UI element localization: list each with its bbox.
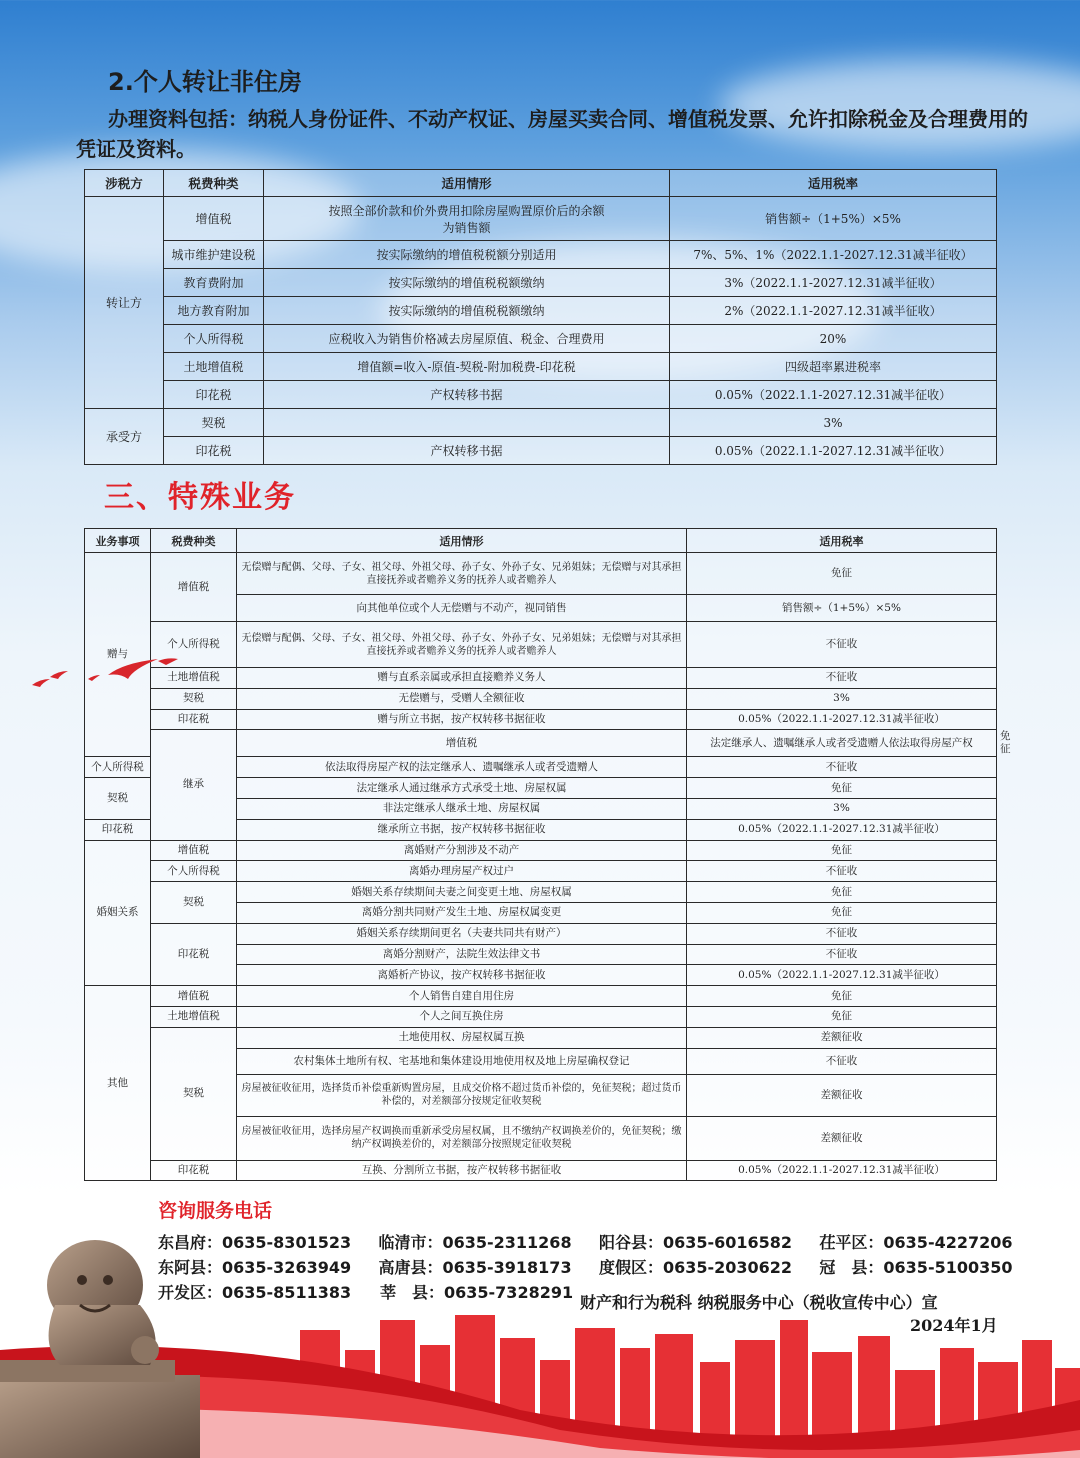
contact-phone: 东阿县：0635-3263949 <box>158 1258 352 1277</box>
rate-cell: 免征 <box>687 553 997 595</box>
transfer-tax-table <box>84 169 997 465</box>
publish-date: 2024年1月 <box>910 1316 998 1335</box>
case-cell: 无偿赠与配偶、父母、子女、祖父母、外祖父母、孙子女、外孙子女、兄弟姐妹；无偿赠与对其承担直接抚养或者赡养义务的抚养人或者赡养人 <box>237 553 687 595</box>
rate-cell: 免征 <box>687 882 997 903</box>
case-cell: 继承所立书据，按产权转移书据征收 <box>237 819 687 840</box>
table-row <box>85 353 997 381</box>
case-cell <box>264 197 670 241</box>
tax-type-cell: 增值税 <box>151 986 237 1007</box>
case-cell: 婚姻关系存续期间夫妻之间变更土地、房屋权属 <box>237 882 687 903</box>
contact-phone: 开发区：0635-8511383 <box>158 1283 352 1302</box>
table-row <box>85 553 997 595</box>
tax-type-cell: 印花税 <box>85 819 151 840</box>
tax-type-cell: 印花税 <box>151 709 237 730</box>
header-cell: 适用税率 <box>670 170 997 197</box>
case-cell: 产权转移书据 <box>264 381 670 409</box>
case-cell: 赠与直系亲属或承担直接赡养义务人 <box>237 668 687 689</box>
case-cell: 离婚办理房屋产权过户 <box>237 861 687 882</box>
contact-title: 咨询服务电话 <box>158 1200 273 1222</box>
contact-phone: 阳谷县：0635-6016582 <box>598 1233 793 1252</box>
flying-birds-icon <box>28 655 188 695</box>
rate-cell: 0.05%（2022.1.1-2027.12.31减半征收） <box>687 965 997 986</box>
business-cell: 赠与 <box>85 553 151 757</box>
case-cell: 按实际缴纳的增值税税额缴纳 <box>264 297 670 325</box>
tax-type-cell: 印花税 <box>164 437 264 465</box>
case-cell: 依法取得房屋产权的法定继承人、遗嘱继承人或者受遗赠人 <box>237 757 687 778</box>
rate-cell: 免征 <box>687 840 997 861</box>
tax-type-cell: 增值税 <box>237 730 687 757</box>
case-cell <box>264 409 670 437</box>
section-title-special: 三、特殊业务 <box>104 480 296 515</box>
rate-cell: 不征收 <box>687 923 997 944</box>
rate-cell: 销售额÷（1+5%）×5% <box>687 595 997 622</box>
header-cell: 适用情形 <box>264 170 670 197</box>
rate-cell: 免征 <box>687 1006 997 1027</box>
table-row <box>85 1160 997 1181</box>
tax-type-cell: 个人所得税 <box>164 325 264 353</box>
rate-cell: 2%（2022.1.1-2027.12.31减半征收） <box>670 297 997 325</box>
tax-type-cell: 地方教育附加 <box>164 297 264 325</box>
case-cell: 房屋被征收征用，选择房屋产权调换而重新承受房屋权属，且不缴纳产权调换差价的，免征契税；缴纳产权调换差价的，对差额部分按照规定征收契税 <box>237 1116 687 1160</box>
case-cell: 婚姻关系存续期间更名（夫妻共同共有财产） <box>237 923 687 944</box>
table-row <box>85 325 997 353</box>
contact-phone: 高唐县：0635-3918173 <box>378 1258 572 1277</box>
table-row <box>85 409 997 437</box>
contact-phone: 莘 县：0635-7328291 <box>380 1283 574 1302</box>
table-row <box>85 688 997 709</box>
rate-cell: 3%（2022.1.1-2027.12.31减半征收） <box>670 269 997 297</box>
case-cell: 个人销售自建自用住房 <box>237 986 687 1007</box>
party-cell: 承受方 <box>85 409 164 465</box>
tax-type-cell: 印花税 <box>164 381 264 409</box>
contact-row <box>158 1230 1018 1255</box>
business-cell: 其他 <box>85 986 151 1181</box>
header-cell: 适用情形 <box>237 529 687 553</box>
case-cell: 土地使用权、房屋权属互换 <box>237 1027 687 1048</box>
business-cell: 继承 <box>151 730 237 840</box>
tax-type-cell: 城市维护建设税 <box>164 241 264 269</box>
case-cell: 农村集体土地所有权、宅基地和集体建设用地使用权及地上房屋确权登记 <box>237 1048 687 1074</box>
case-cell: 非法定继承人继承土地、房屋权属 <box>237 798 687 819</box>
table-row <box>85 840 997 861</box>
tax-type-cell: 契税 <box>151 882 237 924</box>
rate-cell: 不征收 <box>687 861 997 882</box>
rate-cell: 免征 <box>687 778 997 799</box>
case-cell: 产权转移书据 <box>264 437 670 465</box>
case-cell: 按实际缴纳的增值税税额分别适用 <box>264 241 670 269</box>
rate-cell: 0.05%（2022.1.1-2027.12.31减半征收） <box>687 1160 997 1181</box>
special-business-table <box>84 528 1011 1181</box>
table-row <box>85 986 997 1007</box>
contact-phone: 冠 县：0635-5100350 <box>819 1258 1013 1277</box>
table-row <box>85 269 997 297</box>
tax-type-cell: 契税 <box>151 688 237 709</box>
rate-cell: 7%、5%、1%（2022.1.1-2027.12.31减半征收） <box>670 241 997 269</box>
table-header-row <box>85 170 997 197</box>
case-cell: 应税收入为销售价格减去房屋原值、税金、合理费用 <box>264 325 670 353</box>
tax-type-cell: 增值税 <box>151 553 237 622</box>
table-row <box>85 861 997 882</box>
case-cell: 法定继承人通过继承方式承受土地、房屋权属 <box>237 778 687 799</box>
table-row: 继承 增值税 法定继承人、遗嘱继承人或者受遗赠人依法取得房屋产权 免征 <box>85 730 997 757</box>
business-cell: 婚姻关系 <box>85 840 151 986</box>
table-row <box>85 297 997 325</box>
header-cell: 税费种类 <box>164 170 264 197</box>
case-cell: 增值额=收入-原值-契税-附加税费-印花税 <box>264 353 670 381</box>
contact-phone: 临清市：0635-2311268 <box>378 1233 572 1252</box>
table-row <box>85 709 997 730</box>
rate-cell: 0.05%（2022.1.1-2027.12.31减半征收） <box>687 819 997 840</box>
case-cell: 互换、分割所立书据，按产权转移书据征收 <box>237 1160 687 1181</box>
rate-cell: 销售额÷（1+5%）×5% <box>670 197 997 241</box>
tax-type-cell: 印花税 <box>151 1160 237 1181</box>
case-cell: 离婚财产分割涉及不动产 <box>237 840 687 861</box>
table-row <box>85 882 997 903</box>
contact-phone: 茌平区：0635-4227206 <box>819 1233 1013 1252</box>
tax-type-cell: 增值税 <box>164 197 264 241</box>
rate-cell: 0.05%（2022.1.1-2027.12.31减半征收） <box>687 709 997 730</box>
rate-cell: 免征 <box>687 902 997 923</box>
case-cell: 法定继承人、遗嘱继承人或者受遗赠人依法取得房屋产权 <box>687 730 997 757</box>
rate-cell: 20% <box>670 325 997 353</box>
case-text: 按照全部价款和价外费用扣除房屋购置原价后的余额为销售额 <box>328 203 605 235</box>
contact-phone: 度假区：0635-2030622 <box>598 1258 793 1277</box>
case-cell: 无偿赠与，受赠人全额征收 <box>237 688 687 709</box>
rate-cell: 3% <box>687 798 997 819</box>
header-cell: 税费种类 <box>151 529 237 553</box>
case-cell: 向其他单位或个人无偿赠与不动产，视同销售 <box>237 595 687 622</box>
tax-type-cell: 教育费附加 <box>164 269 264 297</box>
tax-type-cell: 契税 <box>85 778 151 820</box>
rate-cell: 不征收 <box>687 757 997 778</box>
table-header-row <box>85 529 997 553</box>
contact-row <box>158 1255 1018 1280</box>
tax-type-cell: 个人所得税 <box>85 757 151 778</box>
case-cell: 房屋被征收征用，选择货币补偿重新购置房屋，且成交价格不超过货币补偿的，免征契税；超过货币补偿的，对差额部分按规定征收契税 <box>237 1074 687 1116</box>
tax-type-cell: 土地增值税 <box>164 353 264 381</box>
rate-cell: 不征收 <box>687 1048 997 1074</box>
tax-type-cell: 印花税 <box>151 923 237 985</box>
case-cell: 按实际缴纳的增值税税额缴纳 <box>264 269 670 297</box>
tax-type-cell: 契税 <box>164 409 264 437</box>
section-intro <box>76 104 1036 164</box>
table-row <box>85 197 997 241</box>
table-row <box>85 668 997 689</box>
rate-cell: 0.05%（2022.1.1-2027.12.31减半征收） <box>670 381 997 409</box>
case-cell: 离婚析产协议，按产权转移书据征收 <box>237 965 687 986</box>
party-cell: 转让方 <box>85 197 164 409</box>
rate-cell: 免征 <box>687 986 997 1007</box>
rate-cell: 不征收 <box>687 944 997 965</box>
tax-type-cell: 契税 <box>151 1027 237 1160</box>
table-row <box>85 241 997 269</box>
rate-cell: 3% <box>670 409 997 437</box>
tax-type-cell: 土地增值税 <box>151 668 237 689</box>
case-cell: 个人之间互换住房 <box>237 1006 687 1027</box>
table-row <box>85 622 997 668</box>
rate-cell: 不征收 <box>687 622 997 668</box>
table-row <box>85 1027 997 1048</box>
table-row <box>85 381 997 409</box>
case-cell: 赠与所立书据，按产权转移书据征收 <box>237 709 687 730</box>
intro-text: 办理资料包括：纳税人身份证件、不动产权证、房屋买卖合同、增值税发票、允许扣除税金及合理费用的凭证及资料。 <box>76 107 1028 161</box>
table-row <box>85 1006 997 1027</box>
section-title: 2.个人转让非住房 <box>108 68 302 96</box>
rate-cell: 不征收 <box>687 668 997 689</box>
rate-cell: 差额征收 <box>687 1027 997 1048</box>
tax-type-cell: 个人所得税 <box>151 622 237 668</box>
table-row <box>85 923 997 944</box>
tax-type-cell: 个人所得税 <box>151 861 237 882</box>
header-cell: 适用税率 <box>687 529 997 553</box>
contact-phone: 东昌府：0635-8301523 <box>158 1233 352 1252</box>
table-row <box>85 437 997 465</box>
tax-type-cell: 土地增值税 <box>151 1006 237 1027</box>
case-cell: 离婚分割共同财产发生土地、房屋权属变更 <box>237 902 687 923</box>
header-cell: 业务事项 <box>85 529 151 553</box>
case-cell: 无偿赠与配偶、父母、子女、祖父母、外祖父母、孙子女、外孙子女、兄弟姐妹；无偿赠与对其承担直接抚养或者赡养义务的抚养人或者赡养人 <box>237 622 687 668</box>
rate-cell: 差额征收 <box>687 1074 997 1116</box>
rate-cell: 差额征收 <box>687 1116 997 1160</box>
rate-cell: 四级超率累进税率 <box>670 353 997 381</box>
rate-cell: 3% <box>687 688 997 709</box>
publisher-line: 财产和行为税科 纳税服务中心（税收宣传中心）宣 <box>580 1293 938 1312</box>
rate-cell: 0.05%（2022.1.1-2027.12.31减半征收） <box>670 437 997 465</box>
case-cell: 离婚分割财产，法院生效法律文书 <box>237 944 687 965</box>
tax-type-cell: 增值税 <box>151 840 237 861</box>
header-cell: 涉税方 <box>85 170 164 197</box>
